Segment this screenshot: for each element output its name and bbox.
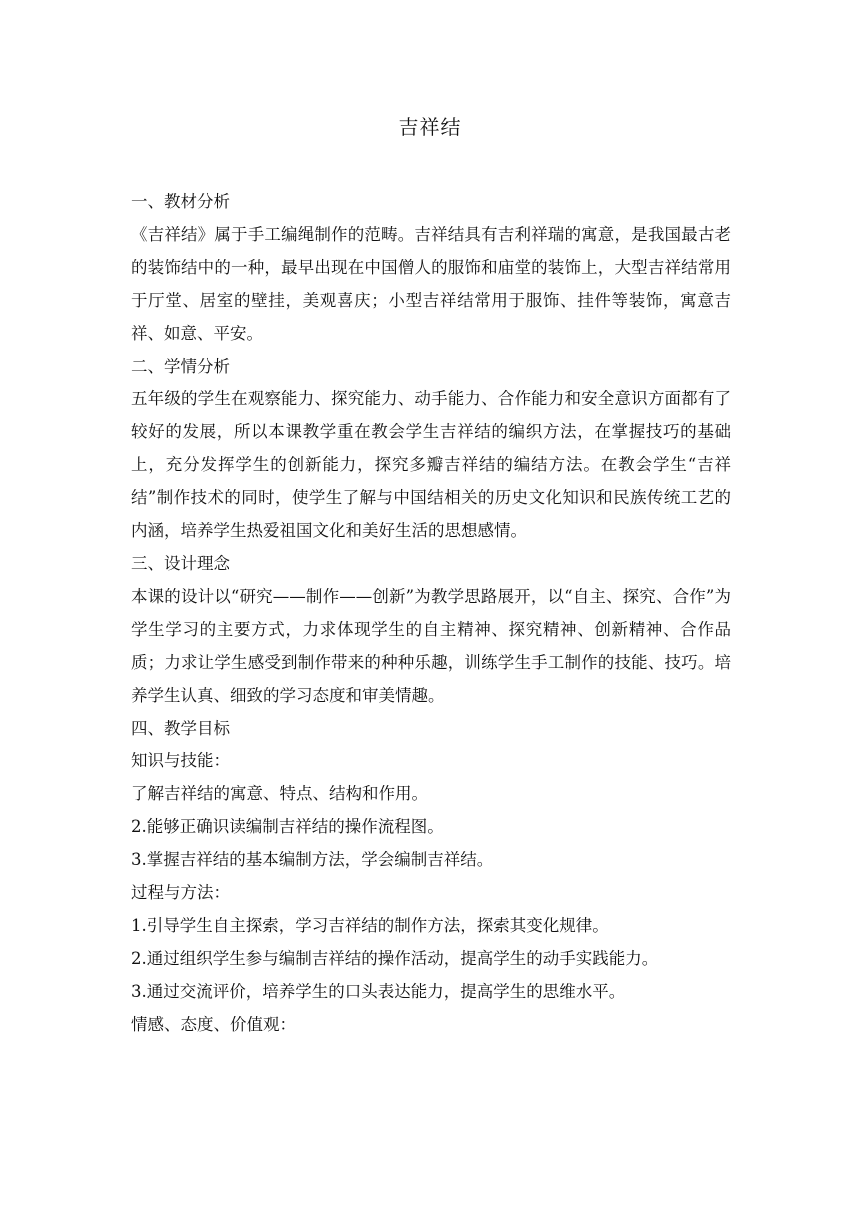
section-paragraph-design: 本课的设计以“研究——制作——创新”为教学思路展开，以“自主、探究、合作”为学生学习的主要方式，力求体现学生的自主精神、探究精神、创新精神、合作品质；力求让学生感受到制作带来的种种乐趣，训练学生手工制作的技能、技巧。培养学生认真、细致的学习态度和审美情趣。 bbox=[131, 586, 731, 705]
objective-item: 3.通过交流评价，培养学生的口头表达能力，提高学生的思维水平。 bbox=[131, 981, 626, 1001]
section-heading-design: 三、设计理念 bbox=[131, 553, 230, 573]
section-heading-students: 二、学情分析 bbox=[131, 356, 230, 376]
section-heading-materials: 一、教材分析 bbox=[131, 192, 230, 211]
objective-subheading-values: 情感、态度、价值观： bbox=[131, 1014, 296, 1034]
document-body bbox=[131, 186, 731, 1042]
objective-subheading-knowledge: 知识与技能： bbox=[131, 751, 230, 771]
objective-item: 了解吉祥结的寓意、特点、结构和作用。 bbox=[131, 784, 428, 804]
objective-item: 2.通过组织学生参与编制吉祥结的操作活动，提高学生的动手实践能力。 bbox=[131, 948, 659, 968]
section-paragraph-students: 五年级的学生在观察能力、探究能力、动手能力、合作能力和安全意识方面都有了较好的发展，所以本课教学重在教会学生吉祥结的编织方法，在掌握技巧的基础上，充分发挥学生的创新能力，探究多瓣吉祥结的编结方法。在教会学生“吉祥结”制作技术的同时，使学生了解与中国结相关的历史文化知识和民族传统工艺的内涵，培养学生热爱祖国文化和美好生活的思想感情。 bbox=[131, 389, 731, 541]
document-title: 吉祥结 bbox=[398, 115, 462, 139]
objective-item: 3.掌握吉祥结的基本编制方法，学会编制吉祥结。 bbox=[131, 850, 494, 870]
section-paragraph-materials: 《吉祥结》属于手工编绳制作的范畴。吉祥结具有吉利祥瑞的寓意，是我国最古老的装饰结中的一种，最早出现在中国僧人的服饰和庙堂的装饰上，大型吉祥结常用于厅堂、居室的壁挂，美观喜庆；小型吉祥结常用于服饰、挂件等装饰，寓意吉祥、如意、平安。 bbox=[131, 224, 731, 343]
objective-item: 1.引导学生自主探索，学习吉祥结的制作方法，探索其变化规律。 bbox=[131, 915, 609, 935]
section-heading-objectives: 四、教学目标 bbox=[131, 718, 230, 738]
objective-item: 2.能够正确识读编制吉祥结的操作流程图。 bbox=[131, 817, 444, 837]
objective-subheading-process: 过程与方法： bbox=[131, 883, 230, 903]
